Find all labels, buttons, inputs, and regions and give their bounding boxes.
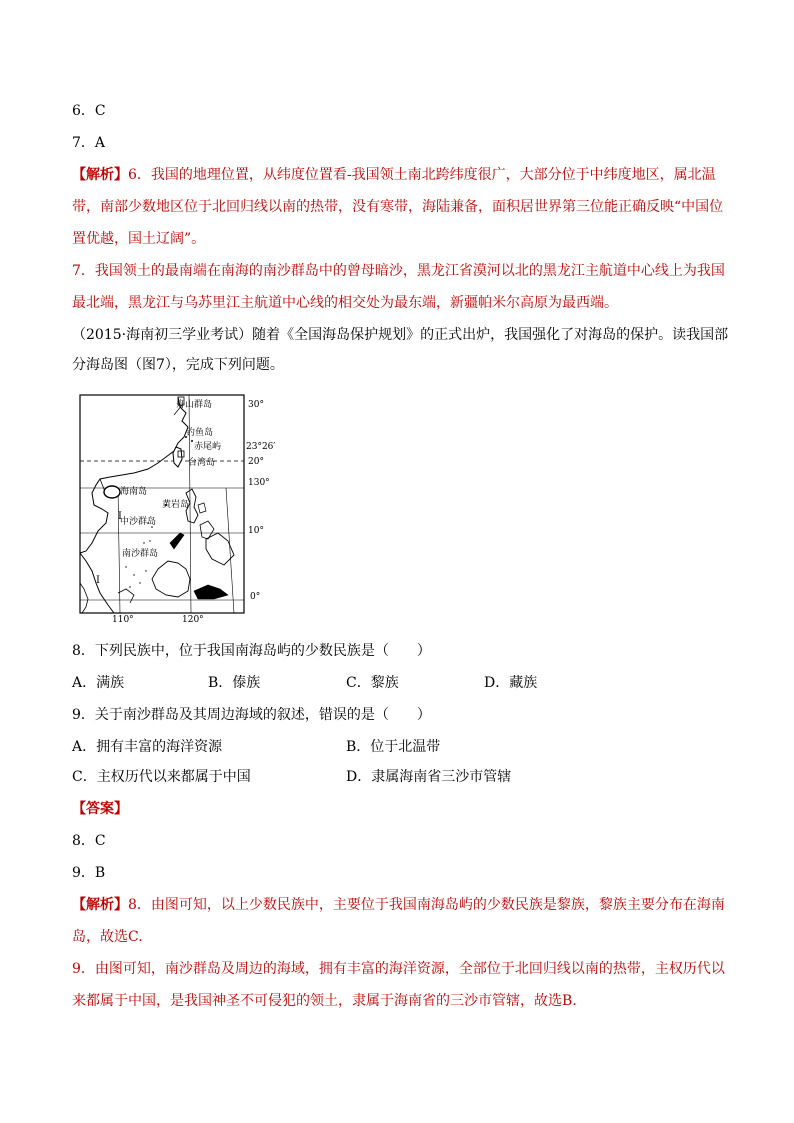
lon-110: 110°	[112, 615, 134, 625]
label-zhongsha: 中沙群岛	[120, 517, 157, 527]
svg-text:I: I	[96, 575, 100, 586]
q8-option-d: D．藏族	[484, 675, 538, 691]
answer-6: 6．C	[72, 103, 106, 119]
q9-option-d: D．隶属海南省三沙市管辖	[346, 769, 512, 785]
lat-10: 10°	[248, 526, 264, 536]
q9-option-a: A．拥有丰富的海洋资源	[72, 739, 223, 755]
q9-option-c: C．主权历代以来都属于中国	[72, 769, 251, 785]
svg-text:I: I	[118, 511, 122, 522]
answer-9: 9．B	[72, 865, 106, 881]
intro-line-1: （2015·海南初三学业考试）随着《全国海岛保护规划》的正式出炉，我国强化了对海岛的保护。读我国部	[72, 327, 729, 343]
lat-2326: 23°26′	[246, 442, 276, 452]
lon-130: 130°	[248, 478, 270, 488]
q9-option-b: B．位于北温带	[346, 739, 441, 755]
analysis2-tag: 【解析】	[72, 897, 128, 913]
q8-option-c: C．黎族	[346, 675, 399, 691]
analysis-tag: 【解析】	[72, 167, 128, 183]
island-map	[78, 393, 284, 625]
analysis2-line-2: 岛，故选C.	[72, 929, 143, 945]
analysis-line-1: 【解析】6．我国的地理位置，从纬度位置看-我国领土南北跨纬度很广，大部分位于中纬度地区，属北温	[72, 167, 716, 183]
lat-0: 0°	[250, 592, 261, 602]
analysis-line-4: 7．我国领土的最南端在南海的南沙群岛中的曾母暗沙，黑龙江省漠河以北的黑龙江主航道中心线上为我国	[72, 263, 725, 279]
intro-line-2: 分海岛图（图7），完成下列问题。	[72, 357, 284, 373]
label-nansha: 南沙群岛	[122, 549, 159, 559]
label-taiwan: 台湾岛	[188, 458, 216, 468]
answer-8: 8．C	[72, 833, 106, 849]
analysis2-line-1: 【解析】8．由图可知，以上少数民族中，主要位于我国南海岛屿的少数民族是黎族，黎族主要分布在海南	[72, 897, 725, 913]
label-hainan: 海南岛	[120, 487, 148, 497]
lat-20: 20°	[248, 457, 264, 467]
q9-stem: 9．关于南沙群岛及其周边海域的叙述，错误的是（ ）	[72, 707, 431, 723]
q8-option-b: B．傣族	[208, 675, 261, 691]
analysis2-line-4: 来都属于中国，是我国神圣不可侵犯的领土，隶属于海南省的三沙市管辖，故选B.	[72, 993, 577, 1009]
analysis-line-3: 置优越，国土辽阔”。	[72, 231, 206, 247]
analysis-line-5: 最北端，黑龙江与乌苏里江主航道中心线的相交处为最东端，新疆帕米尔高原为最西端。	[72, 295, 618, 311]
analysis-line-2: 带，南部少数地区位于北回归线以南的热带，没有寒带，海陆兼备，面积居世界第三位能正确反映“中国位	[72, 199, 724, 215]
hainan-shape	[104, 486, 120, 498]
q8-option-a: A．满族	[72, 675, 125, 691]
label-huangyan: 黄岩岛	[162, 500, 190, 510]
label-zhoushan: 舟山群岛	[176, 400, 213, 410]
answer-7: 7．A	[72, 135, 106, 151]
analysis2-line-3: 9．由图可知，南沙群岛及周边的海域，拥有丰富的海洋资源，全部位于北回归线以南的热带，主权历代以	[72, 961, 725, 977]
label-diaoyu: 钓鱼岛	[186, 428, 214, 438]
lat-30: 30°	[248, 400, 264, 410]
q8-stem: 8．下列民族中，位于我国南海岛屿的少数民族是（ ）	[72, 643, 431, 659]
answer-tag: 【答案】	[72, 801, 128, 817]
label-chiwei: 赤尾屿	[194, 442, 222, 452]
lon-120: 120°	[182, 615, 204, 625]
